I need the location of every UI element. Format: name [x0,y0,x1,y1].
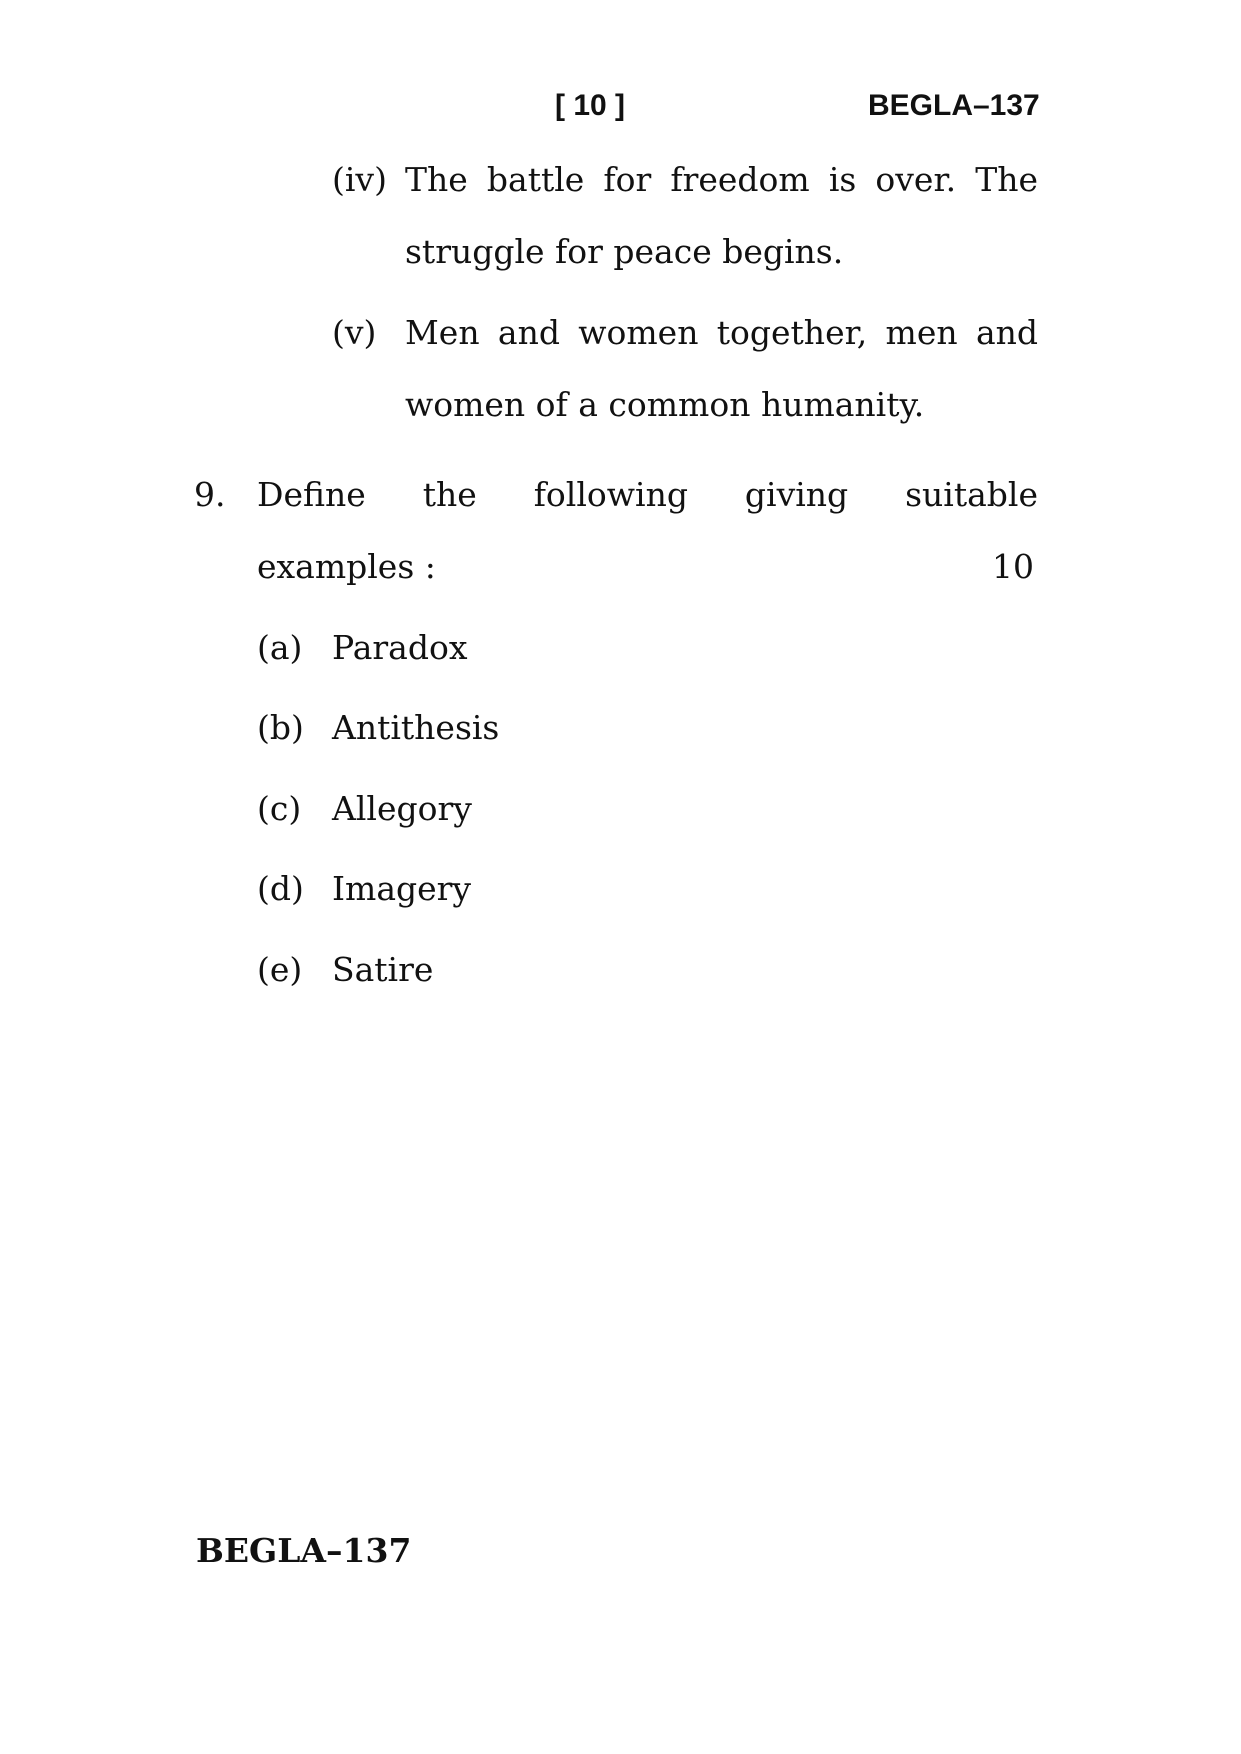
part-a-text: Paradox [332,628,468,667]
question-number: 9. [194,475,226,514]
part-d-text: Imagery [332,869,472,908]
question-marks: 10 [992,547,1034,586]
item-v-line-2: women of a common humanity. [405,385,925,424]
item-v-label: (v) [332,313,377,352]
item-iv-label: (iv) [332,160,387,199]
part-c-text: Allegory [332,789,472,828]
part-d-label: (d) [257,869,304,908]
item-v-line-1: Men and women together, men and [405,313,1038,352]
part-e-text: Satire [332,950,434,989]
footer-paper-code: BEGLA–137 [196,1531,412,1570]
part-b-text: Antithesis [332,708,500,747]
question-line-2: examples : [257,547,436,586]
item-iv-line-1: The battle for freedom is over. The [405,160,1038,199]
part-e-label: (e) [257,950,303,989]
header-paper-code: BEGLA–137 [868,89,1040,122]
part-a-label: (a) [257,628,303,667]
part-b-label: (b) [257,708,304,747]
part-c-label: (c) [257,789,302,828]
item-iv-line-2: struggle for peace begins. [405,232,844,271]
page-number: [ 10 ] [555,89,626,122]
question-line-1: Define the following giving suitable [257,475,1038,514]
